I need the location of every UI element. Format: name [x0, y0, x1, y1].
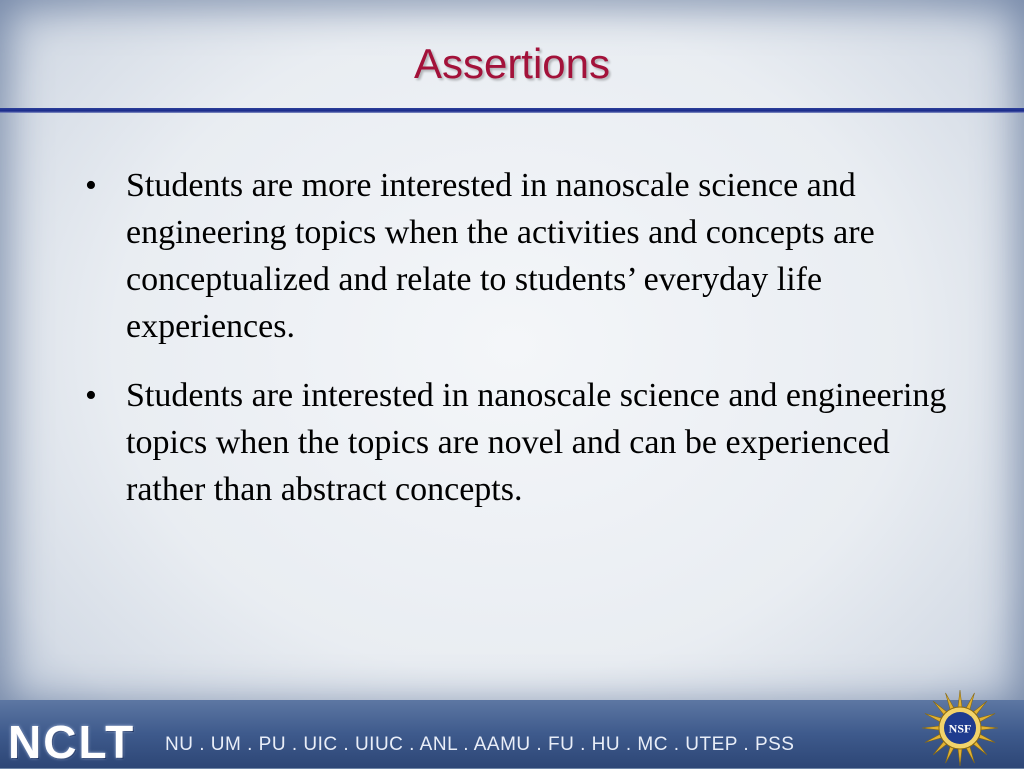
nsf-seal-icon: [920, 688, 1000, 768]
partner-institutions: NU . UM . PU . UIC . UIUC . ANL . AAMU . FU . HU . MC . UTEP . PSS: [165, 734, 795, 755]
bullet-list: [85, 162, 965, 535]
nclt-logo: NCLT: [8, 716, 136, 768]
bullet-text: Students are more interested in nanoscale science and engineering topics when the activities and concepts are conceptualized and relate to students’ everyday life experiences.: [126, 167, 875, 345]
bullet-dot-icon: •: [85, 377, 97, 414]
bullet-text: Students are interested in nanoscale science and engineering topics when the topics are novel and can be experienced rather than abstract concepts.: [126, 377, 947, 508]
bullet-item: [85, 162, 965, 350]
nsf-seal-text: NSF: [948, 721, 972, 736]
title-divider: [0, 108, 1024, 113]
slide-title: Assertions: [413, 40, 611, 87]
bullet-item: [85, 372, 965, 513]
bullet-dot-icon: •: [85, 167, 97, 204]
